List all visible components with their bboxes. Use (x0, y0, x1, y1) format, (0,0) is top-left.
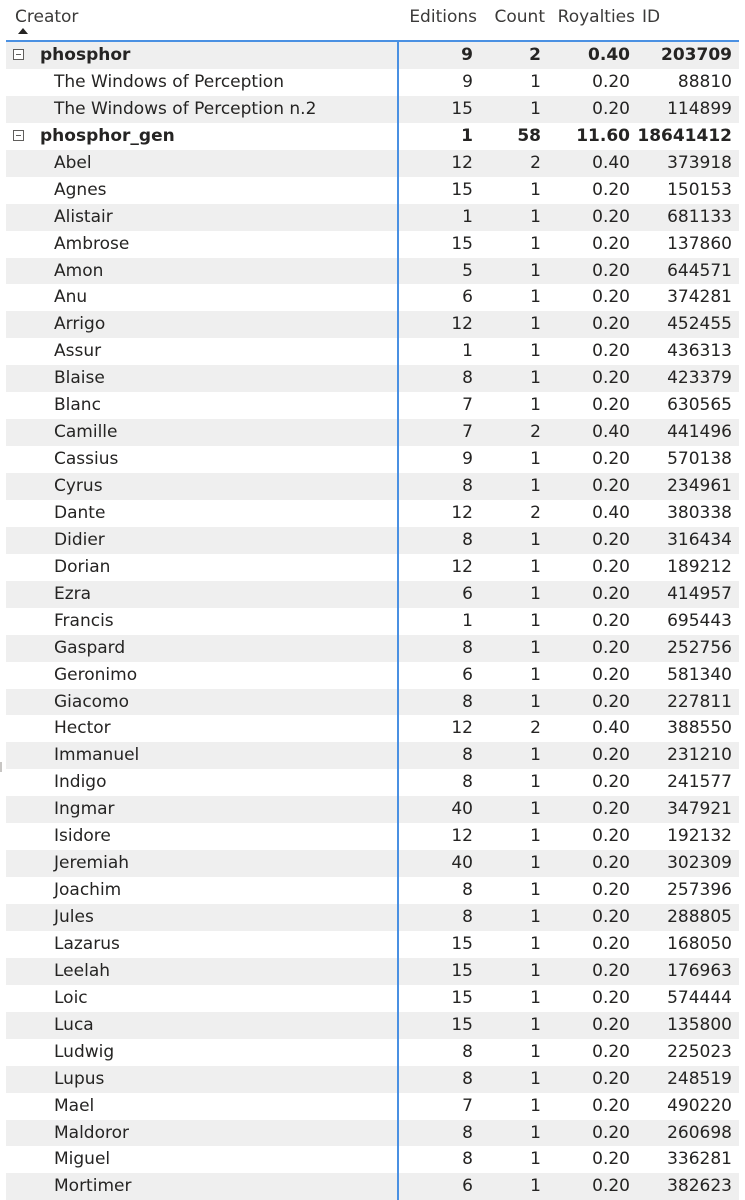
cell-count: 1 (530, 826, 541, 847)
cell-count: 1 (530, 691, 541, 712)
cell-royalties: 0.20 (592, 395, 630, 416)
cell-id: 574444 (667, 987, 732, 1008)
cell-royalties: 0.20 (592, 179, 630, 200)
column-header-editions[interactable]: Editions (409, 7, 477, 27)
cell-creator: Arrigo (54, 314, 106, 335)
cell-creator: Lupus (54, 1068, 105, 1089)
column-header-row (6, 0, 739, 42)
cell-id: 374281 (667, 287, 732, 308)
cell-creator: Francis (54, 610, 114, 631)
cell-creator: The Windows of Perception (54, 71, 284, 92)
cell-id: 225023 (667, 1041, 732, 1062)
table-row[interactable] (6, 823, 739, 850)
cell-editions: 7 (462, 422, 473, 443)
cell-royalties: 0.20 (592, 476, 630, 496)
cell-id: 234961 (667, 476, 732, 496)
cell-count: 1 (530, 71, 541, 92)
cell-royalties: 0.20 (592, 772, 630, 793)
table-row[interactable] (6, 904, 739, 931)
cell-id: 630565 (667, 395, 732, 416)
cell-editions: 9 (462, 449, 473, 470)
cell-royalties: 0.20 (592, 368, 630, 389)
cell-creator: Camille (54, 422, 118, 443)
cell-royalties: 0.20 (592, 98, 630, 119)
cell-editions: 8 (462, 529, 473, 550)
cell-creator: Amon (54, 260, 104, 281)
table-row[interactable] (6, 608, 739, 635)
table-row[interactable] (6, 311, 739, 338)
cell-royalties: 0.20 (592, 556, 630, 577)
cell-id: 336281 (667, 1149, 732, 1170)
cell-creator: Maldoror (54, 1122, 130, 1143)
collapse-minus-icon[interactable] (13, 130, 24, 141)
table-row[interactable] (6, 231, 739, 258)
cell-count: 1 (530, 1014, 541, 1035)
table-row[interactable] (6, 742, 739, 769)
cell-creator: Abel (54, 152, 92, 173)
cell-id: 441496 (667, 422, 732, 443)
cell-creator: Agnes (54, 179, 107, 200)
cell-creator: Ingmar (54, 799, 115, 820)
cell-count: 2 (530, 502, 541, 523)
cell-id: 248519 (667, 1068, 732, 1089)
cell-editions: 8 (462, 745, 473, 766)
cell-royalties: 0.20 (592, 287, 630, 308)
cell-editions: 12 (451, 718, 473, 739)
cell-count: 1 (530, 1176, 541, 1197)
cell-id: 168050 (667, 933, 732, 954)
cell-count: 1 (530, 476, 541, 496)
cell-count: 1 (530, 583, 541, 604)
table-row[interactable] (6, 635, 739, 662)
table-row[interactable] (6, 258, 739, 285)
cell-id: 570138 (667, 449, 732, 470)
cell-creator: Loic (54, 987, 88, 1008)
cell-editions: 12 (451, 152, 473, 173)
cell-royalties: 0.20 (592, 1014, 630, 1035)
cell-creator: Jeremiah (54, 853, 130, 874)
table-row[interactable] (6, 715, 739, 742)
cell-id: 241577 (667, 772, 732, 793)
cell-editions: 15 (451, 987, 473, 1008)
cell-creator: Immanuel (54, 745, 140, 766)
cell-editions: 12 (451, 556, 473, 577)
cell-royalties: 0.20 (592, 71, 630, 92)
cell-id: 189212 (667, 556, 732, 577)
cell-count: 2 (530, 422, 541, 443)
cell-id: 423379 (667, 368, 732, 389)
cell-id: 316434 (667, 529, 732, 550)
sort-ascending-icon[interactable] (18, 28, 28, 34)
cell-royalties: 0.20 (592, 314, 630, 335)
table-row[interactable] (6, 1039, 739, 1066)
cell-editions: 8 (462, 1041, 473, 1062)
table-row[interactable] (6, 689, 739, 716)
cell-count: 2 (530, 718, 541, 739)
cell-id: 380338 (667, 502, 732, 523)
cell-editions: 8 (462, 368, 473, 389)
cell-creator: Dorian (54, 556, 111, 577)
cell-royalties: 0.20 (592, 637, 630, 658)
cell-royalties: 0.40 (592, 502, 630, 523)
cell-id: 114899 (667, 98, 732, 119)
cell-creator: Geronimo (54, 664, 138, 685)
table-row[interactable] (6, 554, 739, 581)
cell-royalties: 0.20 (592, 933, 630, 954)
cell-count: 1 (530, 610, 541, 631)
cell-creator: Mortimer (54, 1176, 132, 1197)
cell-royalties: 0.20 (592, 745, 630, 766)
cell-id: 302309 (667, 853, 732, 874)
cell-count: 1 (530, 880, 541, 901)
table-row[interactable] (6, 96, 739, 123)
cell-royalties: 0.20 (592, 206, 630, 227)
table-row[interactable] (6, 662, 739, 689)
group-row[interactable] (6, 123, 739, 150)
cell-royalties: 0.20 (592, 610, 630, 631)
cell-editions: 6 (462, 1176, 473, 1197)
table-row[interactable] (6, 446, 739, 473)
cell-count: 1 (530, 1068, 541, 1089)
cell-royalties: 0.40 (592, 718, 630, 739)
cell-creator: Blanc (54, 395, 101, 416)
cell-id: 695443 (667, 610, 732, 631)
cell-id: 137860 (667, 233, 732, 254)
cell-royalties: 0.20 (592, 1149, 630, 1170)
cell-id: 192132 (667, 826, 732, 847)
column-header-royalties[interactable]: Royalties (557, 7, 635, 27)
cell-royalties: 0.20 (592, 1176, 630, 1197)
cell-royalties: 0.20 (592, 1068, 630, 1089)
cell-editions: 1 (462, 341, 473, 362)
cell-id: 150153 (667, 179, 732, 200)
cell-id: 490220 (667, 1095, 732, 1116)
cell-royalties: 0.20 (592, 664, 630, 685)
cell-count: 1 (530, 772, 541, 793)
table-row[interactable] (6, 985, 739, 1012)
cell-id: 347921 (667, 799, 732, 820)
cell-royalties: 0.20 (592, 799, 630, 820)
cell-editions: 8 (462, 1068, 473, 1089)
cell-creator: Mael (54, 1095, 95, 1116)
cell-creator: Hector (54, 718, 111, 739)
cell-count: 1 (530, 98, 541, 119)
cell-creator: Ezra (54, 583, 92, 604)
cell-editions: 6 (462, 583, 473, 604)
cell-id: 288805 (667, 907, 732, 927)
cell-editions: 12 (451, 502, 473, 523)
cell-editions: 8 (462, 691, 473, 712)
cell-count: 2 (530, 152, 541, 173)
cell-royalties: 0.40 (592, 152, 630, 173)
cell-count: 1 (530, 556, 541, 577)
scroll-handle[interactable] (0, 762, 2, 772)
table-row[interactable] (6, 931, 739, 958)
cell-editions: 15 (451, 1014, 473, 1035)
cell-creator: Cyrus (54, 476, 103, 496)
cell-count: 1 (530, 637, 541, 658)
cell-count: 1 (530, 907, 541, 927)
column-header-id[interactable]: ID (642, 7, 661, 27)
cell-creator: Gaspard (54, 637, 126, 658)
cell-creator: Joachim (54, 880, 122, 901)
cell-count: 58 (517, 125, 541, 146)
cell-id: 681133 (667, 206, 732, 227)
cell-royalties: 0.20 (592, 691, 630, 712)
cell-royalties: 0.20 (592, 826, 630, 847)
cell-count: 1 (530, 449, 541, 470)
cell-editions: 9 (462, 71, 473, 92)
cell-count: 2 (529, 45, 541, 65)
table-row[interactable] (6, 338, 739, 365)
cell-count: 1 (530, 933, 541, 954)
cell-id: 176963 (667, 960, 732, 981)
table-row[interactable] (6, 850, 739, 877)
cell-editions: 15 (451, 179, 473, 200)
cell-count: 1 (530, 960, 541, 981)
table-row[interactable] (6, 958, 739, 985)
cell-id: 231210 (667, 745, 732, 766)
cell-creator: Ambrose (54, 233, 130, 254)
cell-editions: 40 (451, 853, 473, 874)
cell-editions: 5 (462, 260, 473, 281)
table-row[interactable] (6, 527, 739, 554)
cell-count: 1 (530, 745, 541, 766)
cell-count: 1 (530, 368, 541, 389)
cell-royalties: 11.60 (576, 125, 630, 146)
table-row[interactable] (6, 796, 739, 823)
cell-count: 1 (530, 206, 541, 227)
cell-royalties: 0.40 (592, 422, 630, 443)
cell-royalties: 0.20 (592, 1041, 630, 1062)
cell-editions: 9 (461, 45, 473, 65)
cell-count: 1 (530, 395, 541, 416)
cell-id: 581340 (667, 664, 732, 685)
cell-editions: 15 (451, 98, 473, 119)
cell-count: 1 (530, 260, 541, 281)
table-row[interactable] (6, 1173, 739, 1200)
table-row[interactable] (6, 1066, 739, 1093)
cell-id: 88810 (677, 71, 732, 92)
cell-creator: Miguel (54, 1149, 111, 1170)
table-row[interactable] (6, 69, 739, 96)
cell-count: 1 (530, 314, 541, 335)
cell-creator: Assur (54, 341, 102, 362)
table-row[interactable] (6, 1146, 739, 1173)
cell-count: 1 (530, 529, 541, 550)
cell-id: 203709 (661, 45, 732, 65)
cell-count: 1 (530, 1149, 541, 1170)
cell-royalties: 0.20 (592, 529, 630, 550)
column-header-count[interactable]: Count (494, 7, 545, 27)
table-row[interactable] (6, 1120, 739, 1147)
cell-editions: 8 (462, 907, 473, 927)
cell-editions: 1 (462, 610, 473, 631)
cell-count: 1 (530, 287, 541, 308)
cell-editions: 15 (451, 233, 473, 254)
cell-id: 644571 (667, 260, 732, 281)
cell-royalties: 0.20 (592, 341, 630, 362)
cell-editions: 8 (462, 772, 473, 793)
cell-editions: 8 (462, 637, 473, 658)
cell-id: 388550 (667, 718, 732, 739)
cell-creator: Dante (54, 502, 106, 523)
cell-editions: 8 (462, 880, 473, 901)
cell-id: 227811 (667, 691, 732, 712)
cell-count: 1 (530, 1095, 541, 1116)
cell-id: 135800 (667, 1014, 732, 1035)
table-row[interactable] (6, 1093, 739, 1120)
cell-creator: The Windows of Perception n.2 (54, 98, 317, 119)
table-row[interactable] (6, 581, 739, 608)
cell-count: 1 (530, 1122, 541, 1143)
cell-id: 452455 (667, 314, 732, 335)
cell-id: 414957 (667, 583, 732, 604)
cell-creator: Didier (54, 529, 105, 550)
table-row[interactable] (6, 473, 739, 500)
cell-royalties: 0.20 (592, 1095, 630, 1116)
table-row[interactable] (6, 177, 739, 204)
cell-editions: 1 (461, 125, 473, 146)
cell-creator: Indigo (54, 772, 107, 793)
cell-creator: Giacomo (54, 691, 130, 712)
cell-id: 252756 (667, 637, 732, 658)
cell-creator: phosphor (40, 45, 131, 65)
table-row[interactable] (6, 365, 739, 392)
cell-royalties: 0.20 (592, 233, 630, 254)
cell-royalties: 0.20 (592, 960, 630, 981)
cell-royalties: 0.20 (592, 449, 630, 470)
cell-id: 382623 (667, 1176, 732, 1197)
table-row[interactable] (6, 204, 739, 231)
table-row[interactable] (6, 877, 739, 904)
cell-editions: 7 (462, 1095, 473, 1116)
cell-count: 1 (530, 179, 541, 200)
cell-id: 373918 (667, 152, 732, 173)
cell-editions: 7 (462, 395, 473, 416)
cell-id: 257396 (667, 880, 732, 901)
cell-creator: Jules (54, 907, 94, 927)
cell-creator: Leelah (54, 960, 111, 981)
table-row[interactable] (6, 150, 739, 177)
cell-creator: Lazarus (54, 933, 120, 954)
table-row[interactable] (6, 500, 739, 527)
cell-id: 18641412 (637, 125, 732, 146)
cell-id: 436313 (667, 341, 732, 362)
cell-editions: 6 (462, 287, 473, 308)
table-row[interactable] (6, 769, 739, 796)
cell-count: 1 (530, 664, 541, 685)
table-row[interactable] (6, 284, 739, 311)
cell-creator: Ludwig (54, 1041, 115, 1062)
cell-creator: Anu (54, 287, 88, 308)
cell-editions: 15 (451, 960, 473, 981)
cell-editions: 12 (451, 314, 473, 335)
cell-creator: Cassius (54, 449, 119, 470)
cell-count: 1 (530, 341, 541, 362)
collapse-minus-icon[interactable] (13, 49, 24, 60)
cell-editions: 40 (451, 799, 473, 820)
cell-creator: Isidore (54, 826, 111, 847)
cell-editions: 8 (462, 476, 473, 496)
cell-creator: phosphor_gen (40, 125, 175, 146)
table-row[interactable] (6, 392, 739, 419)
cell-royalties: 0.40 (588, 45, 630, 65)
cell-count: 1 (530, 853, 541, 874)
cell-count: 1 (530, 233, 541, 254)
cell-editions: 12 (451, 826, 473, 847)
cell-count: 1 (530, 987, 541, 1008)
cell-count: 1 (530, 799, 541, 820)
cell-creator: Blaise (54, 368, 105, 389)
cell-royalties: 0.20 (592, 880, 630, 901)
cell-count: 1 (530, 1041, 541, 1062)
table-body (6, 42, 739, 1200)
cell-royalties: 0.20 (592, 907, 630, 927)
cell-editions: 1 (462, 206, 473, 227)
cell-id: 260698 (667, 1122, 732, 1143)
column-header-creator[interactable]: Creator (15, 7, 79, 27)
cell-creator: Luca (54, 1014, 94, 1035)
cell-royalties: 0.20 (592, 583, 630, 604)
cell-royalties: 0.20 (592, 1122, 630, 1143)
cell-editions: 8 (462, 1149, 473, 1170)
cell-creator: Alistair (54, 206, 113, 227)
matrix-table (6, 0, 739, 1200)
cell-royalties: 0.20 (592, 853, 630, 874)
column-divider (397, 40, 399, 1200)
cell-editions: 8 (462, 1122, 473, 1143)
group-row[interactable] (6, 42, 739, 69)
table-row[interactable] (6, 419, 739, 446)
cell-editions: 15 (451, 933, 473, 954)
cell-royalties: 0.20 (592, 987, 630, 1008)
cell-editions: 6 (462, 664, 473, 685)
cell-royalties: 0.20 (592, 260, 630, 281)
table-row[interactable] (6, 1012, 739, 1039)
